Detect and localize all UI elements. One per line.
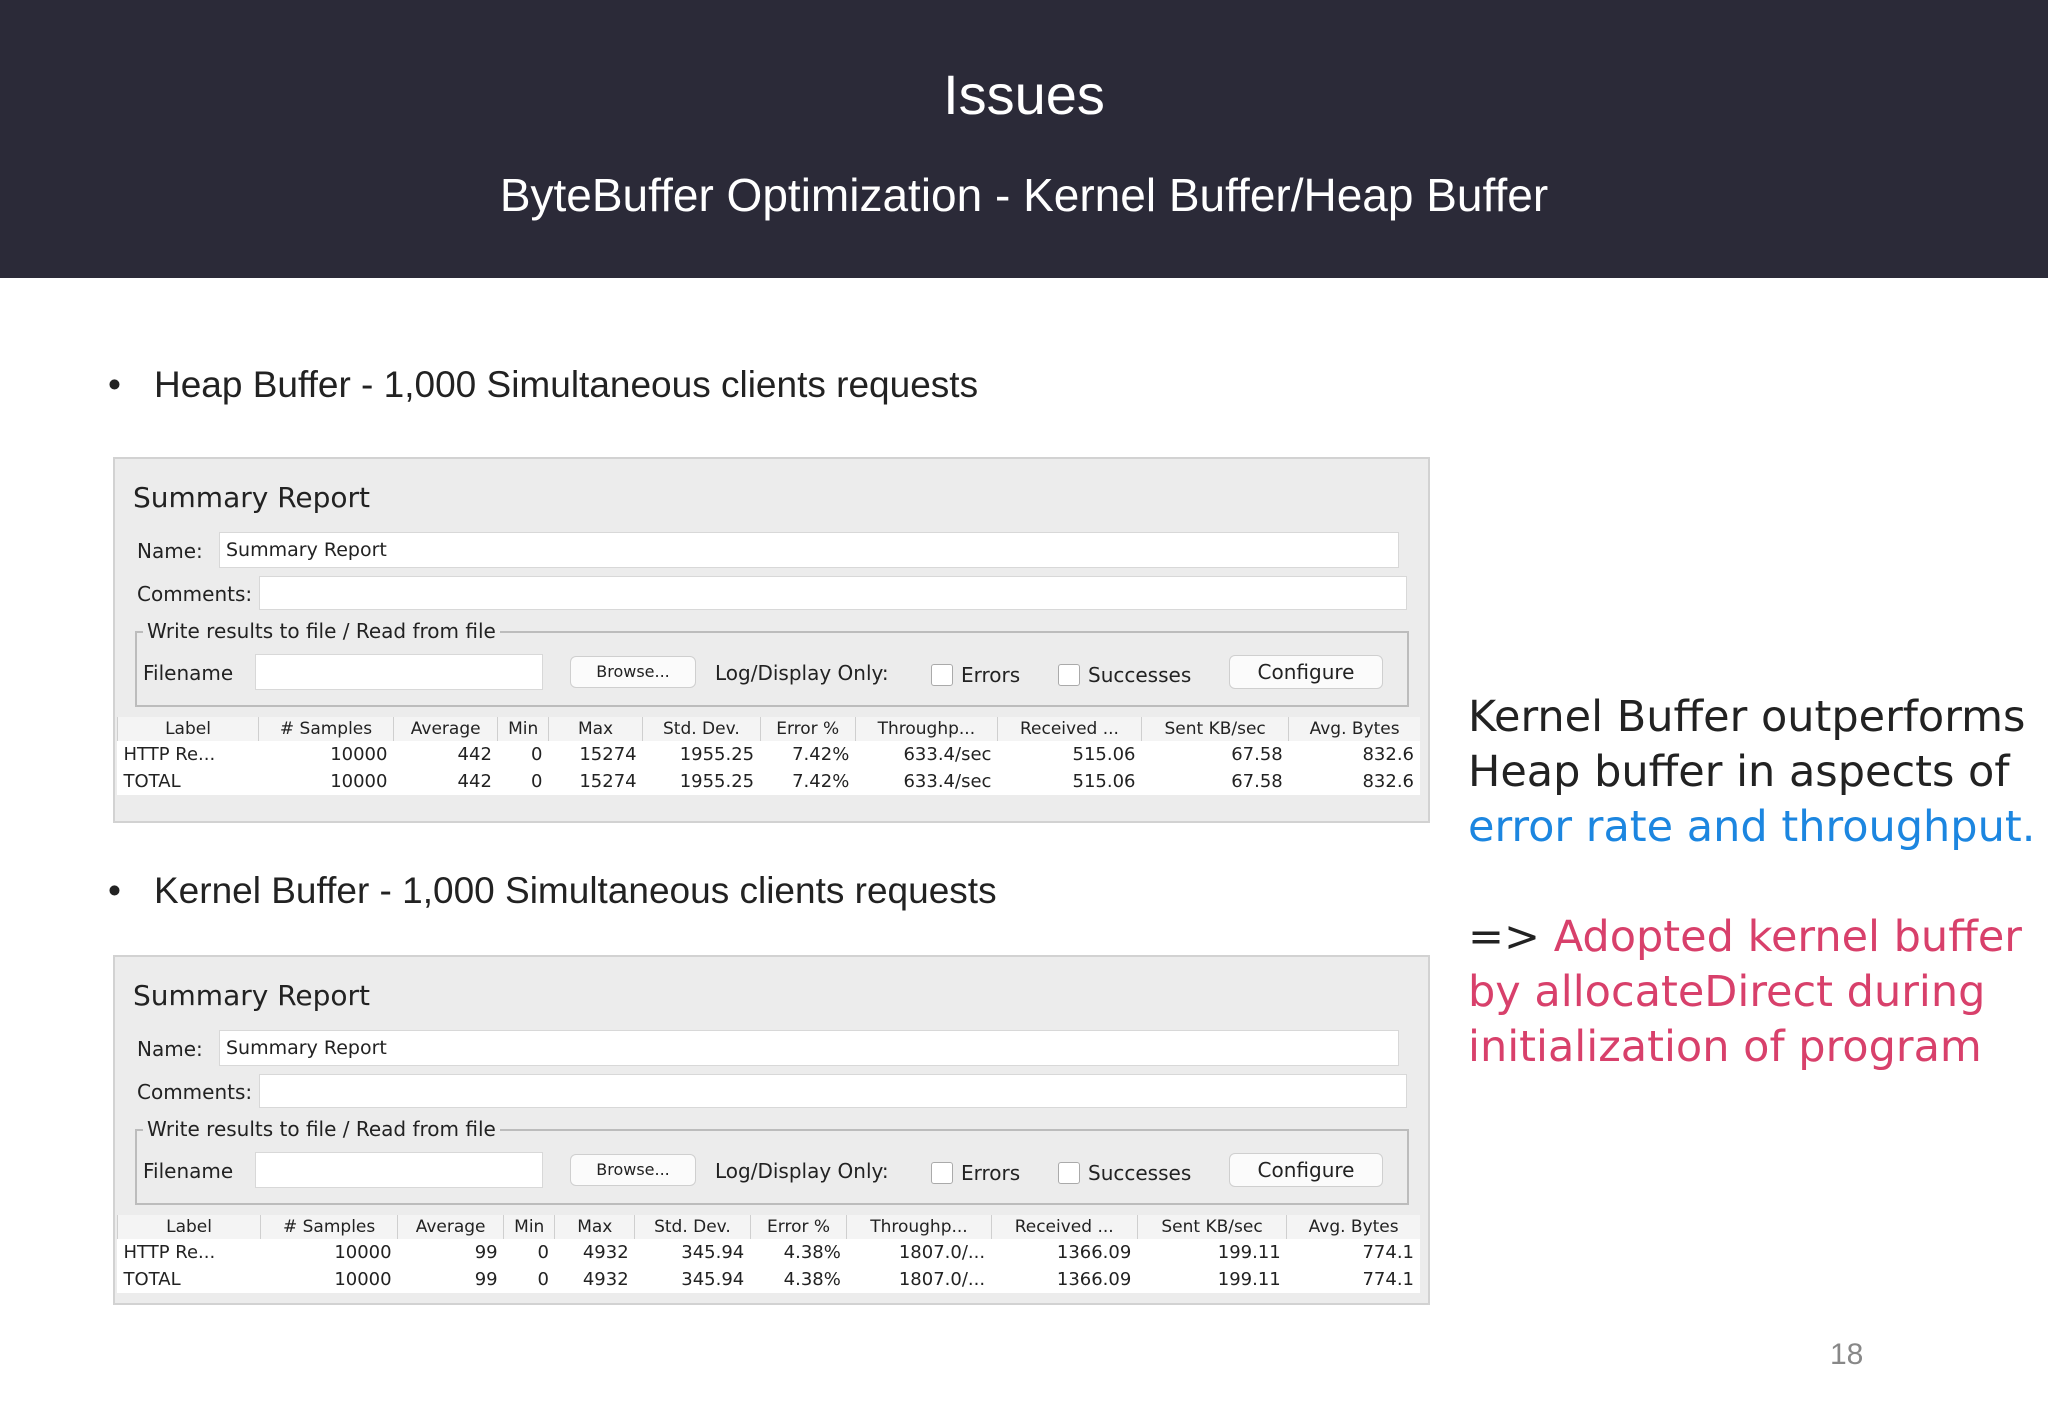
column-header[interactable]: Throughp... bbox=[847, 1215, 991, 1239]
errors-label: Errors bbox=[961, 1161, 1021, 1185]
configure-button[interactable]: Configure bbox=[1229, 655, 1383, 689]
table-row[interactable] bbox=[118, 1266, 1421, 1293]
bullet-dot: • bbox=[108, 870, 121, 911]
cell: 10000 bbox=[334, 1242, 392, 1263]
cell: HTTP Re... bbox=[123, 744, 216, 765]
side-note bbox=[1468, 690, 2038, 1075]
cell: 0 bbox=[530, 744, 543, 765]
column-header[interactable]: Throughp... bbox=[855, 717, 997, 741]
cell: 1955.25 bbox=[679, 771, 755, 792]
name-input[interactable]: Summary Report bbox=[219, 532, 1399, 568]
browse-button[interactable]: Browse... bbox=[570, 656, 696, 688]
column-header[interactable]: Min bbox=[498, 717, 549, 741]
log-display-label: Log/Display Only: bbox=[715, 1159, 889, 1183]
configure-button[interactable]: Configure bbox=[1229, 1153, 1383, 1187]
column-header[interactable]: Label bbox=[118, 717, 259, 741]
slide-header bbox=[0, 0, 2048, 278]
cell: 7.42% bbox=[792, 771, 850, 792]
column-header[interactable]: Avg. Bytes bbox=[1287, 1215, 1420, 1239]
column-header[interactable]: # Samples bbox=[259, 717, 394, 741]
table-row[interactable] bbox=[118, 768, 1421, 795]
column-header[interactable]: # Samples bbox=[261, 1215, 398, 1239]
cell: 1807.0/... bbox=[898, 1269, 986, 1290]
bullet-kernel-buffer bbox=[108, 870, 997, 912]
column-header[interactable]: Std. Dev. bbox=[635, 1215, 751, 1239]
name-label: Name: bbox=[137, 1037, 203, 1061]
column-header[interactable]: Received ... bbox=[991, 1215, 1137, 1239]
successes-label: Successes bbox=[1088, 1161, 1192, 1185]
bullet-text: Heap Buffer - 1,000 Simultaneous clients requests bbox=[154, 364, 979, 405]
summary-report-kernel bbox=[113, 955, 1430, 1305]
filename-input[interactable] bbox=[255, 654, 543, 690]
log-display-label: Log/Display Only: bbox=[715, 661, 889, 685]
comments-label: Comments: bbox=[137, 582, 253, 606]
bullet-heap-buffer bbox=[108, 364, 978, 406]
table-header-row bbox=[118, 1215, 1421, 1239]
column-header[interactable]: Error % bbox=[750, 1215, 847, 1239]
conclusion-text: Adopted kernel buffer bbox=[1553, 912, 2022, 962]
column-header[interactable]: Max bbox=[548, 717, 642, 741]
column-header[interactable]: Average bbox=[393, 717, 497, 741]
cell: 832.6 bbox=[1362, 771, 1414, 792]
column-header[interactable]: Std. Dev. bbox=[643, 717, 761, 741]
cell: 442 bbox=[457, 771, 492, 792]
comments-input[interactable] bbox=[259, 1074, 1407, 1108]
note-spacer bbox=[1468, 855, 2038, 910]
bullet-text: Kernel Buffer - 1,000 Simultaneous clients requests bbox=[154, 870, 997, 911]
cell: 15274 bbox=[579, 744, 637, 765]
errors-label: Errors bbox=[961, 663, 1021, 687]
note-line: Heap buffer in aspects of bbox=[1468, 747, 2010, 797]
cell: 4.38% bbox=[783, 1242, 841, 1263]
column-header[interactable]: Min bbox=[504, 1215, 555, 1239]
report-title: Summary Report bbox=[133, 481, 371, 514]
bullet-dot: • bbox=[108, 364, 121, 405]
cell: 0 bbox=[530, 771, 543, 792]
results-table bbox=[117, 1215, 1420, 1293]
cell: 345.94 bbox=[681, 1269, 745, 1290]
cell: 1807.0/... bbox=[898, 1242, 986, 1263]
conclusion-text: by allocateDirect during bbox=[1468, 967, 1986, 1017]
successes-checkbox[interactable] bbox=[1058, 1162, 1080, 1184]
filename-input[interactable] bbox=[255, 1152, 543, 1188]
note-highlight: error rate and throughput. bbox=[1468, 802, 2036, 852]
slide-subtitle: ByteBuffer Optimization - Kernel Buffer/Heap Buffer bbox=[499, 169, 1549, 221]
successes-label: Successes bbox=[1088, 663, 1192, 687]
cell: HTTP Re... bbox=[123, 1242, 216, 1263]
cell: 1366.09 bbox=[1056, 1269, 1132, 1290]
results-table bbox=[117, 717, 1420, 795]
cell: 199.11 bbox=[1217, 1269, 1281, 1290]
summary-report-heap bbox=[113, 457, 1430, 823]
name-input[interactable]: Summary Report bbox=[219, 1030, 1399, 1066]
cell: 442 bbox=[457, 744, 492, 765]
cell: 67.58 bbox=[1231, 771, 1283, 792]
cell: 515.06 bbox=[1072, 771, 1136, 792]
cell: 345.94 bbox=[681, 1242, 745, 1263]
table-header-row bbox=[118, 717, 1421, 741]
cell: TOTAL bbox=[123, 771, 181, 792]
cell: 4932 bbox=[582, 1269, 629, 1290]
arrow-glyph: => bbox=[1468, 912, 1554, 962]
column-header[interactable]: Avg. Bytes bbox=[1289, 717, 1420, 741]
slide-title: Issues bbox=[943, 63, 1105, 126]
errors-checkbox[interactable] bbox=[931, 1162, 953, 1184]
cell: 99 bbox=[474, 1242, 498, 1263]
column-header[interactable]: Max bbox=[555, 1215, 635, 1239]
column-header[interactable]: Average bbox=[398, 1215, 504, 1239]
successes-checkbox[interactable] bbox=[1058, 664, 1080, 686]
cell: 1366.09 bbox=[1056, 1242, 1132, 1263]
cell: 10000 bbox=[330, 744, 388, 765]
cell: 774.1 bbox=[1362, 1242, 1414, 1263]
browse-button[interactable]: Browse... bbox=[570, 1154, 696, 1186]
cell: 832.6 bbox=[1362, 744, 1414, 765]
cell: 4.38% bbox=[783, 1269, 841, 1290]
cell: 633.4/sec bbox=[903, 771, 992, 792]
cell: 515.06 bbox=[1072, 744, 1136, 765]
cell: 633.4/sec bbox=[903, 744, 992, 765]
filename-label: Filename bbox=[143, 661, 234, 685]
name-label: Name: bbox=[137, 539, 203, 563]
cell: 0 bbox=[537, 1242, 549, 1263]
cell: 1955.25 bbox=[679, 744, 755, 765]
column-header[interactable]: Received ... bbox=[997, 717, 1141, 741]
comments-input[interactable] bbox=[259, 576, 1407, 610]
cell: 10000 bbox=[334, 1269, 392, 1290]
cell: TOTAL bbox=[123, 1269, 181, 1290]
comments-label: Comments: bbox=[137, 1080, 253, 1104]
column-header[interactable]: Sent KB/sec bbox=[1142, 717, 1289, 741]
write-results-legend: Write results to file / Read from file bbox=[143, 1117, 500, 1141]
cell: 0 bbox=[537, 1269, 549, 1290]
cell: 199.11 bbox=[1217, 1242, 1281, 1263]
cell: 10000 bbox=[330, 771, 388, 792]
cell: 15274 bbox=[579, 771, 637, 792]
cell: 99 bbox=[474, 1269, 498, 1290]
filename-label: Filename bbox=[143, 1159, 234, 1183]
errors-checkbox[interactable] bbox=[931, 664, 953, 686]
page-number: 18 bbox=[1830, 1338, 1864, 1371]
cell: 4932 bbox=[582, 1242, 629, 1263]
report-title: Summary Report bbox=[133, 979, 371, 1012]
column-header[interactable]: Label bbox=[118, 1215, 261, 1239]
conclusion-line bbox=[1468, 910, 2038, 965]
column-header[interactable]: Error % bbox=[760, 717, 855, 741]
cell: 67.58 bbox=[1231, 744, 1283, 765]
table-row[interactable] bbox=[118, 741, 1421, 768]
table-row[interactable] bbox=[118, 1239, 1421, 1266]
cell: 774.1 bbox=[1362, 1269, 1414, 1290]
write-results-legend: Write results to file / Read from file bbox=[143, 619, 500, 643]
conclusion-text: initialization of program bbox=[1468, 1022, 1982, 1072]
note-line: Kernel Buffer outperforms bbox=[1468, 692, 2026, 742]
column-header[interactable]: Sent KB/sec bbox=[1137, 1215, 1286, 1239]
cell: 7.42% bbox=[792, 744, 850, 765]
